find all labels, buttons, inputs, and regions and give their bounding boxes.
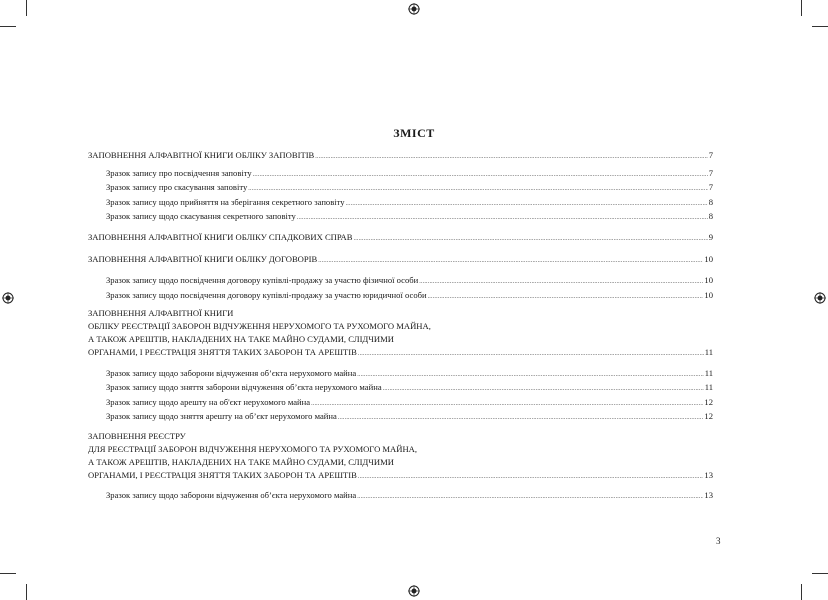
crop-mark xyxy=(0,26,16,27)
toc-item[interactable] xyxy=(106,489,713,503)
toc-heading-line: ЗАПОВНЕННЯ РЕЄСТРУ xyxy=(88,431,186,441)
leader-dots xyxy=(253,167,708,181)
registration-mark-icon xyxy=(408,585,420,597)
page-ref: 8 xyxy=(708,197,713,207)
toc-heading[interactable] xyxy=(88,231,713,245)
toc-heading-line: ДЛЯ РЕЄСТРАЦІЇ ЗАБОРОН ВІДЧУЖЕННЯ НЕРУХОМОГО ТА РУХОМОГО МАЙНА, xyxy=(88,444,418,454)
toc-item-text: Зразок запису про скасування заповіту xyxy=(106,182,248,192)
leader-dots xyxy=(297,210,708,224)
leader-dots xyxy=(318,253,703,267)
page-ref: 8 xyxy=(708,211,713,221)
toc-item[interactable] xyxy=(106,396,713,410)
toc-item-text: Зразок запису щодо зняття заборони відчуження об’єкта нерухомого майна xyxy=(106,382,382,392)
page-ref: 12 xyxy=(704,397,713,407)
leader-dots xyxy=(315,149,707,163)
toc-item-text: Зразок запису щодо заборони відчуження об’єкта нерухомого майна xyxy=(106,368,357,378)
leader-dots xyxy=(354,231,708,245)
toc-item[interactable] xyxy=(106,381,713,395)
page-ref: 7 xyxy=(708,150,713,160)
toc-heading-text: ОРГАНАМИ, І РЕЄСТРАЦІЯ ЗНЯТТЯ ТАКИХ ЗАБОРОН ТА АРЕШТІВ xyxy=(88,470,357,480)
page-ref: 13 xyxy=(704,490,713,500)
crop-mark xyxy=(801,0,802,16)
toc-item-text: Зразок запису щодо заборони відчуження об’єкта нерухомого майна xyxy=(106,490,357,500)
leader-dots xyxy=(357,367,704,381)
toc-item-text: Зразок запису про посвідчення заповіту xyxy=(106,168,252,178)
leader-dots xyxy=(346,196,708,210)
page-ref: 10 xyxy=(704,290,713,300)
crop-mark xyxy=(26,0,27,16)
page-title: ЗМІСТ xyxy=(393,126,435,140)
toc-heading-line: А ТАКОЖ АРЕШТІВ, НАКЛАДЕНИХ НА ТАКЕ МАЙНО СУДАМИ, СЛІДЧИМИ xyxy=(88,457,394,467)
toc-item[interactable] xyxy=(106,274,713,288)
page-ref: 11 xyxy=(704,368,713,378)
leader-dots xyxy=(428,289,704,303)
toc-heading-text: ЗАПОВНЕННЯ АЛФАВІТНОЇ КНИГИ ОБЛІКУ СПАДКОВИХ СПРАВ xyxy=(88,232,353,242)
leader-dots xyxy=(357,489,703,503)
crop-mark xyxy=(812,573,828,574)
leader-dots xyxy=(248,181,707,195)
page-ref: 10 xyxy=(704,254,713,264)
toc-item[interactable] xyxy=(106,181,713,195)
page-ref: 11 xyxy=(704,382,713,392)
toc-heading-text: ЗАПОВНЕННЯ АЛФАВІТНОЇ КНИГИ ОБЛІКУ ЗАПОВІТІВ xyxy=(88,150,315,160)
leader-dots xyxy=(358,469,704,483)
leader-dots xyxy=(358,346,704,360)
page-ref: 9 xyxy=(708,232,713,242)
registration-mark-icon xyxy=(2,292,14,304)
toc-item[interactable] xyxy=(106,410,713,424)
toc-heading-text: ЗАПОВНЕННЯ АЛФАВІТНОЇ КНИГИ ОБЛІКУ ДОГОВОРІВ xyxy=(88,254,318,264)
toc-item[interactable] xyxy=(106,289,713,303)
toc-heading[interactable] xyxy=(88,469,713,483)
toc-item[interactable] xyxy=(106,367,713,381)
toc-item[interactable] xyxy=(106,210,713,224)
toc-item-text: Зразок запису щодо посвідчення договору купівлі-продажу за участю юридичної особи xyxy=(106,290,427,300)
toc-heading-line: А ТАКОЖ АРЕШТІВ, НАКЛАДЕНИХ НА ТАКЕ МАЙНО СУДАМИ, СЛІДЧИМИ xyxy=(88,334,394,344)
page-ref: 10 xyxy=(704,275,713,285)
toc-item[interactable] xyxy=(106,167,713,181)
toc-item-text: Зразок запису щодо скасування секретного заповіту xyxy=(106,211,296,221)
toc-item-text: Зразок запису щодо арешту на об'єкт нерухомого майна xyxy=(106,397,311,407)
toc-heading[interactable] xyxy=(88,253,713,267)
registration-mark-icon xyxy=(814,292,826,304)
crop-mark xyxy=(0,573,16,574)
page-ref: 11 xyxy=(704,347,713,357)
page-ref: 7 xyxy=(708,182,713,192)
leader-dots xyxy=(383,381,704,395)
crop-mark xyxy=(801,584,802,600)
page-number: 3 xyxy=(716,536,721,546)
page-ref: 7 xyxy=(708,168,713,178)
leader-dots xyxy=(311,396,703,410)
toc-item[interactable] xyxy=(106,196,713,210)
toc-heading-line: ОБЛІКУ РЕЄСТРАЦІЇ ЗАБОРОН ВІДЧУЖЕННЯ НЕРУХОМОГО ТА РУХОМОГО МАЙНА, xyxy=(88,321,431,331)
toc-heading-line: ЗАПОВНЕННЯ АЛФАВІТНОЇ КНИГИ xyxy=(88,308,234,318)
toc-item-text: Зразок запису щодо посвідчення договору купівлі-продажу за участю фізичної особи xyxy=(106,275,419,285)
leader-dots xyxy=(338,410,704,424)
page-ref: 13 xyxy=(704,470,713,480)
registration-mark-icon xyxy=(408,3,420,15)
toc-heading[interactable] xyxy=(88,346,713,360)
toc-item-text: Зразок запису щодо прийняття на зберігання секретного заповіту xyxy=(106,197,345,207)
leader-dots xyxy=(419,274,703,288)
toc-heading[interactable] xyxy=(88,149,713,163)
toc-item-text: Зразок запису щодо зняття арешту на об’єкт нерухомого майна xyxy=(106,411,337,421)
crop-mark xyxy=(812,26,828,27)
toc-heading-text: ОРГАНАМИ, І РЕЄСТРАЦІЯ ЗНЯТТЯ ТАКИХ ЗАБОРОН ТА АРЕШТІВ xyxy=(88,347,357,357)
crop-mark xyxy=(26,584,27,600)
page-ref: 12 xyxy=(704,411,713,421)
